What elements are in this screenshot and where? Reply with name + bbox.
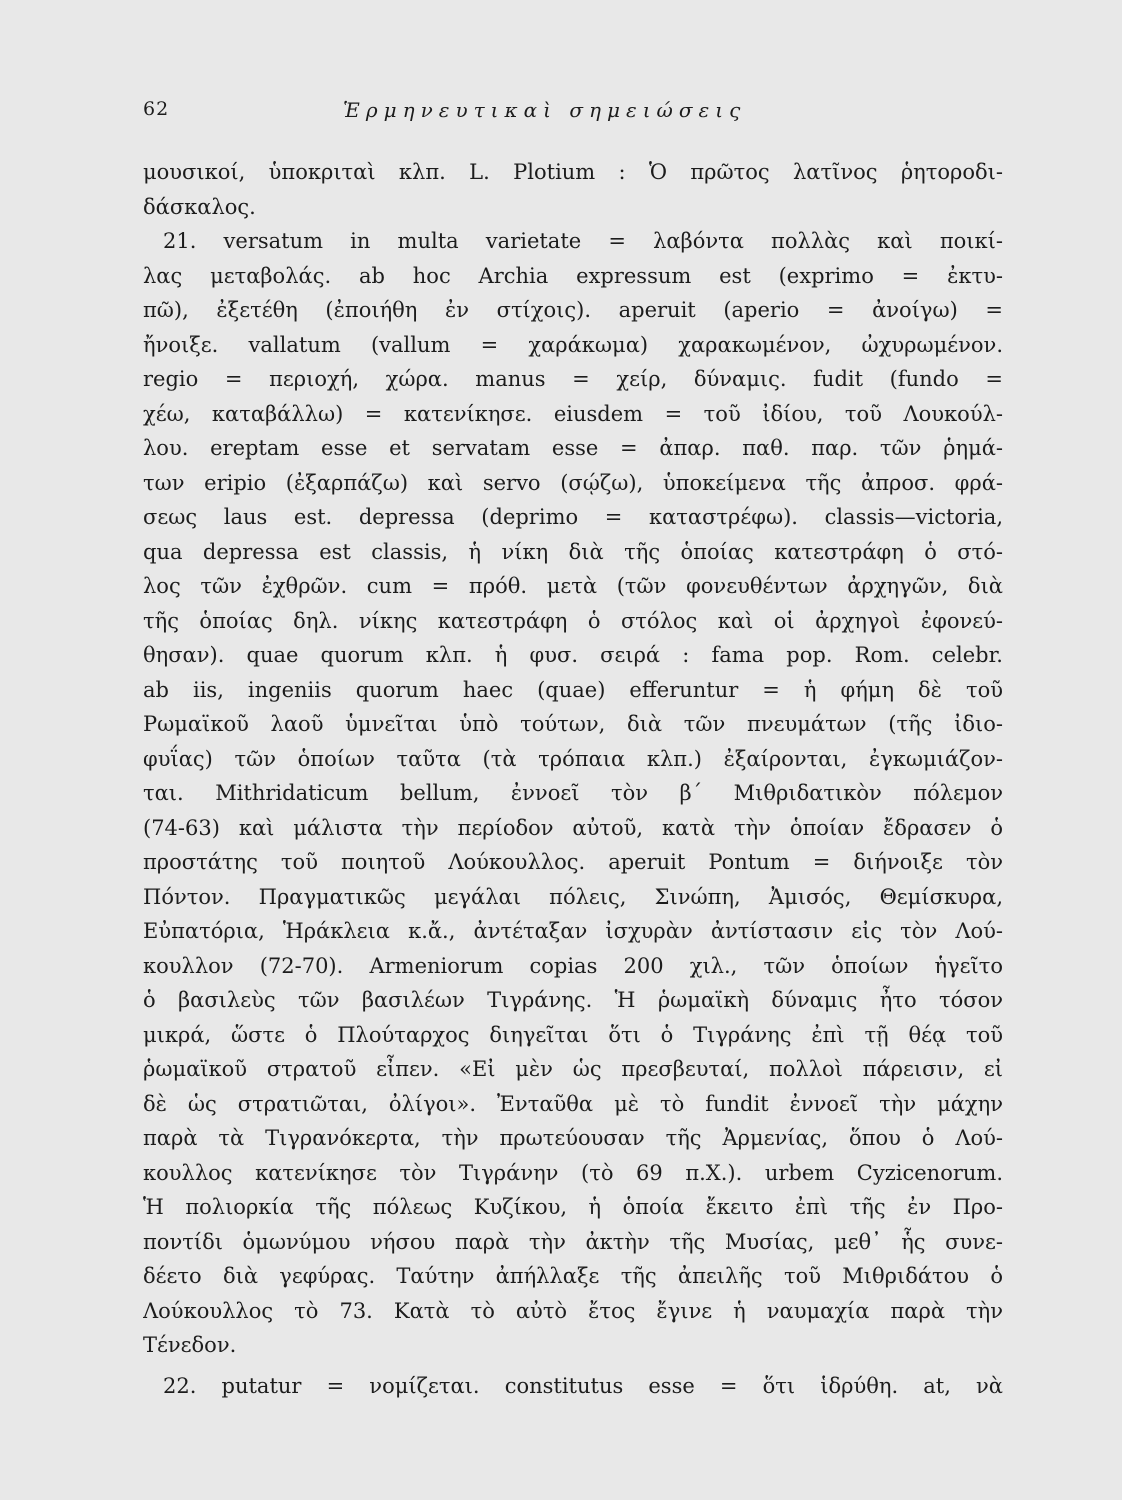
text-line: λας μεταβολάς. ab hoc Archia expressum est (exprimo = ἐκτυ- (143, 263, 1003, 288)
text-line: πῶ), ἐξετέθη (ἐποιήθη ἐν στίχοις). aperuit (aperio = ἀνοίγω) = (143, 298, 1003, 322)
text-line: δάσκαλος. (143, 194, 256, 219)
text-line: (74-63) καὶ μάλιστα τὴν περίοδον αὐτοῦ, κατὰ τὴν ὁποίαν ἔδρασεν ὁ (143, 815, 1003, 840)
text-line: ται. Mithridaticum bellum, ἐννοεῖ τὸν β΄ Μιθριδατικὸν πόλεμον (143, 781, 1003, 805)
text-line: παρὰ τὰ Τιγρανόκερτα, τὴν πρωτεύουσαν τῆς Ἀρμενίας, ὅπου ὁ Λού- (143, 1126, 1003, 1150)
text-line: qua depressa est classis, ἡ νίκη διὰ τῆς ὁποίας κατεστράφη ὁ στό- (143, 539, 1003, 564)
text-line: λου. ereptam esse et servatam esse = ἀπαρ. παθ. παρ. τῶν ῥημά- (143, 436, 1003, 460)
text-line: ab iis, ingeniis quorum haec (quae) efferuntur = ἡ φήμη δὲ τοῦ (143, 677, 1003, 702)
text-line: Εὐπατόρια, Ἡράκλεια κ.ἄ., ἀντέταξαν ἰσχυρὰν ἀντίστασιν εἰς τὸν Λού- (143, 919, 1003, 943)
text-line: regio = περιοχή, χώρα. manus = χείρ, δύναμις. fudit (fundo = (143, 367, 1003, 391)
note-22-first-line: 22. putatur = νομίζεται. constitutus esse = ὅτι ἱδρύθη. at, νὰ (163, 1373, 1003, 1398)
text-line: Λούκουλλος τὸ 73. Κατὰ τὸ αὐτὸ ἔτος ἔγινε ἡ ναυμαχία παρὰ τὴν (143, 1298, 1003, 1323)
text-line: Ρωμαϊκοῦ λαοῦ ὑμνεῖται ὑπὸ τούτων, διὰ τῶν πνευμάτων (τῆς ἰδιο- (143, 712, 1003, 736)
text-line: Πόντον. Πραγματικῶς μεγάλαι πόλεις, Σινώπη, Ἀμισός, Θεμίσκυρα, (143, 884, 1003, 909)
text-line: ῥωμαϊκοῦ στρατοῦ εἶπεν. «Εἰ μὲν ὡς πρεσβευταί, πολλοὶ πάρεισιν, εἰ (143, 1057, 1003, 1081)
page-header (143, 98, 1003, 128)
body-text (143, 155, 1003, 1403)
page-number: 62 (143, 98, 170, 120)
text-line: ἤνοιξε. vallatum (vallum = χαράκωμα) χαρακωμένον, ὠχυρωμένον. (143, 332, 1003, 357)
text-line: Ἡ πολιορκία τῆς πόλεως Κυζίκου, ἡ ὁποία ἔκειτο ἐπὶ τῆς ἐν Προ- (143, 1195, 1003, 1219)
text-line: των eripio (ἐξαρπάζω) καὶ servo (σῴζω), ὑποκείμενα τῆς ἀπροσ. φρά- (143, 470, 1003, 495)
text-line: τῆς ὁποίας δηλ. νίκης κατεστράφη ὁ στόλος καὶ οἱ ἀρχηγοὶ ἐφονεύ- (143, 608, 1003, 633)
text-line: λος τῶν ἐχθρῶν. cum = πρόθ. μετὰ (τῶν φονευθέντων ἀρχηγῶν, διὰ (143, 574, 1003, 598)
text-line: κουλλος κατενίκησε τὸν Τιγράνην (τὸ 69 π.Χ.). urbem Cyzicenorum. (143, 1160, 1003, 1185)
text-line: μικρά, ὥστε ὁ Πλούταρχος διηγεῖται ὅτι ὁ Τιγράνης ἐπὶ τῇ θέᾳ τοῦ (143, 1022, 1003, 1047)
text-line: δὲ ὡς στρατιῶται, ὀλίγοι». Ἐνταῦθα μὲ τὸ fundit ἐννοεῖ τὴν μάχην (143, 1091, 1003, 1116)
text-line: θησαν). quae quorum κλπ. ἡ φυσ. σειρά : fama pop. Rom. celebr. (143, 643, 1003, 667)
text-line: μουσικοί, ὑποκριταὶ κλπ. L. Plotium : Ὁ πρῶτος λατῖνος ῥητοροδι- (143, 160, 1003, 184)
text-line: σεως laus est. depressa (deprimo = καταστρέφω). classis—victoria, (143, 505, 1003, 529)
text-line: προστάτης τοῦ ποιητοῦ Λούκουλλος. aperuit Pontum = διήνοιξε τὸν (143, 850, 1003, 874)
text-line: δέετο διὰ γεφύρας. Ταύτην ἀπήλλαξε τῆς ἀπειλῆς τοῦ Μιθριδάτου ὁ (143, 1264, 1003, 1288)
text-line: ὁ βασιλεὺς τῶν βασιλέων Τιγράνης. Ἡ ῥωμαϊκὴ δύναμις ἦτο τόσον (143, 988, 1003, 1012)
running-head: Ἑρμηνευτικαὶ σημειώσεις (343, 98, 747, 122)
note-21-first-line: 21. versatum in multa varietate = λαβόντα πολλὰς καὶ ποικί- (163, 229, 1003, 253)
text-line: χέω, καταβάλλω) = κατενίκησε. eiusdem = τοῦ ἰδίου, τοῦ Λουκούλ- (143, 401, 1003, 426)
text-line: Τένεδον. (143, 1333, 237, 1357)
text-line: ποντίδι ὁμωνύμου νήσου παρὰ τὴν ἀκτὴν τῆς Μυσίας, μεθ᾽ ἧς συνε- (143, 1229, 1003, 1254)
text-line: φυΐας) τῶν ὁποίων ταῦτα (τὰ τρόπαια κλπ.) ἐξαίρονται, ἐγκωμιάζον- (143, 746, 1003, 771)
text-line: κουλλον (72-70). Armeniorum copias 200 χιλ., τῶν ὁποίων ἡγεῖτο (143, 953, 1003, 978)
